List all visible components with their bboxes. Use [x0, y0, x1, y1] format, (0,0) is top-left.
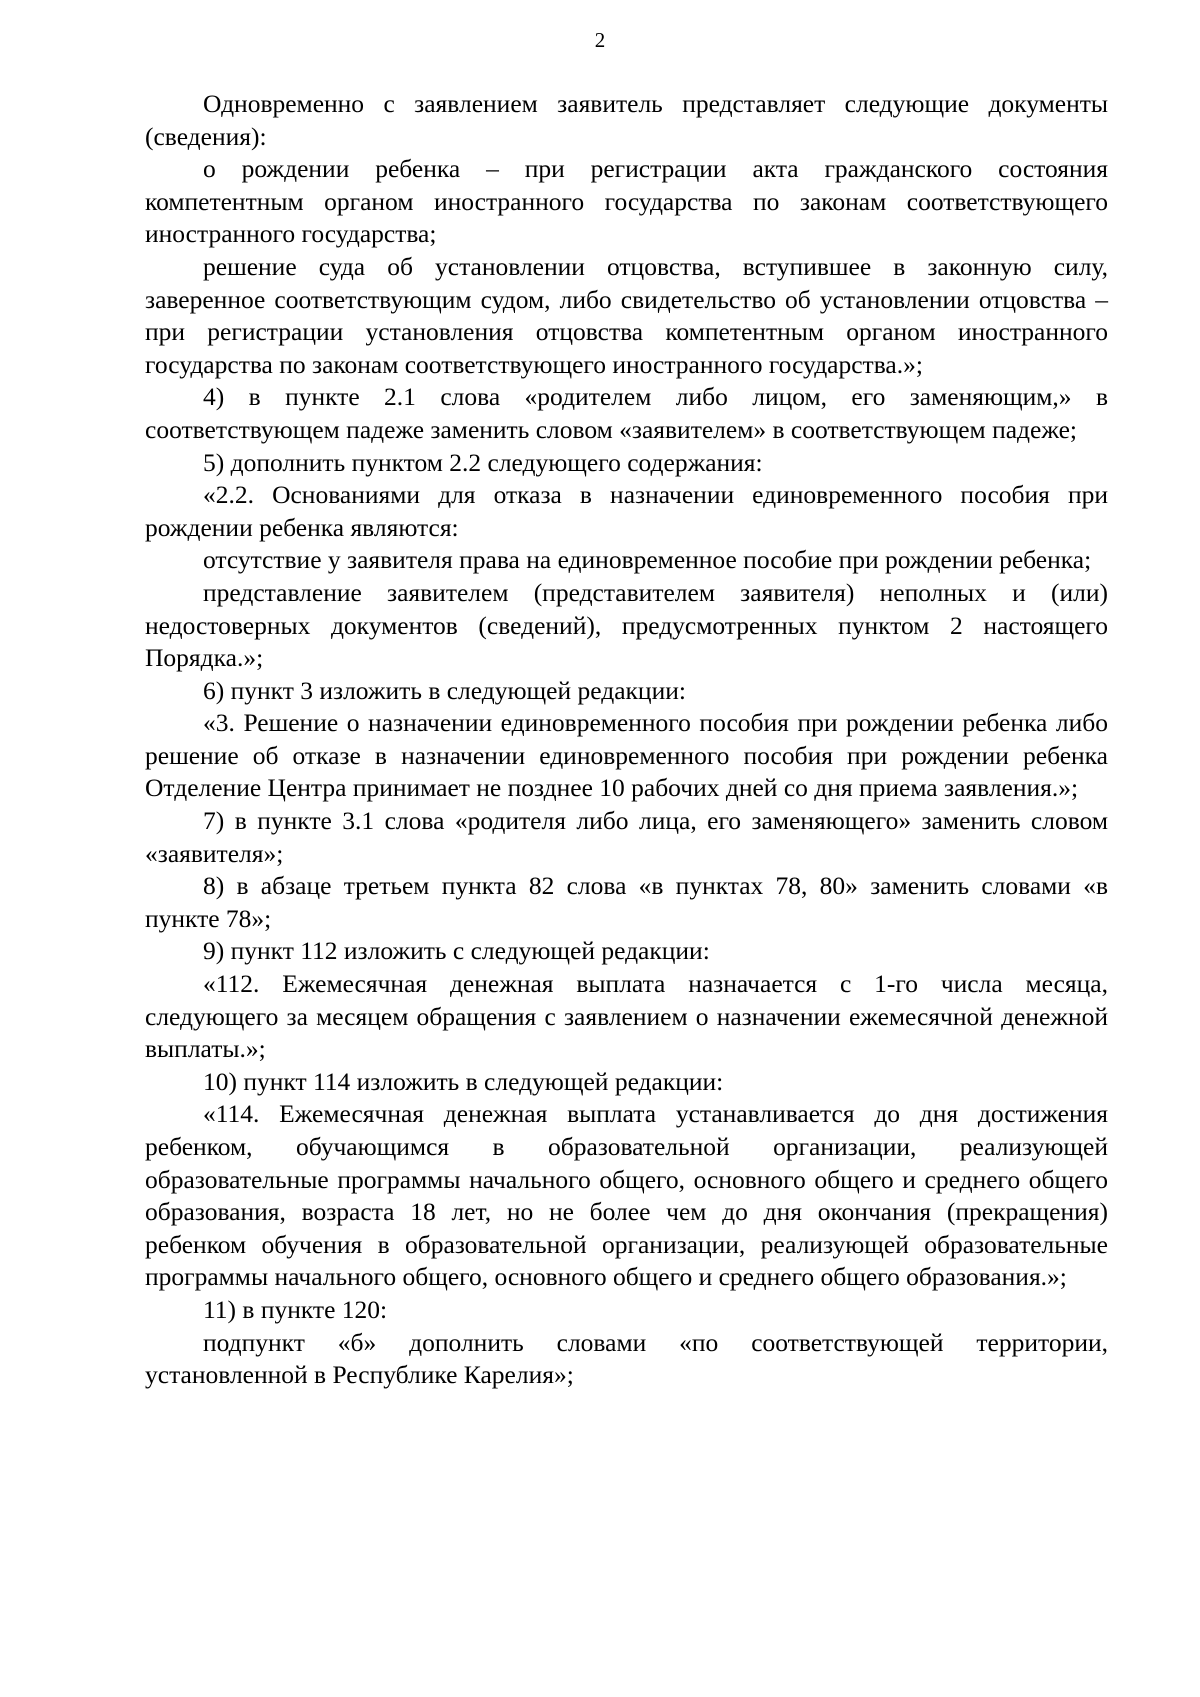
paragraph: 10) пункт 114 изложить в следующей редакции:	[203, 1066, 724, 1096]
paragraph: отсутствие у заявителя права на единовременное пособие при рождении ребенка;	[203, 545, 1092, 575]
paragraph: «3. Решение о назначении единовременного пособия при рождении ребенка либо решение об отказе в назначении единовременного пособия при рождении ребенка Отделение Центра принимает не позднее 10 рабочих дней со дня приема заявления.»;	[145, 708, 1108, 803]
paragraph: решение суда об установлении отцовства, вступившее в законную силу, заверенное соответствующим судом, либо свидетельство об установлении отцовства – при регистрации установления отцовства компетентным органом иностранного государства по законам соответствующего иностранного государства.»;	[145, 251, 1108, 379]
paragraph: представление заявителем (представителем заявителя) неполных и (или) недостоверных документов (сведений), предусмотренных пунктом 2 настоящего Порядка.»;	[145, 577, 1108, 673]
paragraph: 8) в абзаце третьем пункта 82 слова «в пунктах 78, 80» заменить словами «в пункте 78»;	[145, 871, 1108, 933]
document-body	[145, 88, 1108, 1392]
paragraph: о рождении ребенка – при регистрации акта гражданского состояния компетентным органом иностранного государства по законам соответствующего иностранного государства;	[145, 154, 1108, 249]
paragraph: «112. Ежемесячная денежная выплата назначается с 1-го числа месяца, следующего за месяцем обращения с заявлением о назначении ежемесячной денежной выплаты.»;	[145, 969, 1108, 1064]
paragraph: 6) пункт 3 изложить в следующей редакции:	[203, 675, 686, 705]
paragraph: «114. Ежемесячная денежная выплата устанавливается до дня достижения ребенком, обучающимся в образовательной организации, реализующей образовательные программы начального общего, основного общего и среднего общего образования, возраста 18 лет, но не более чем до дня окончания (прекращения) ребенком обучения в образовательной организации, реализующей образовательные программы начального общего, основного общего и среднего общего образования.»;	[145, 1099, 1108, 1292]
paragraph: 7) в пункте 3.1 слова «родителя либо лица, его заменяющего» заменить словом «заявителя»;	[145, 806, 1108, 868]
paragraph: 5) дополнить пунктом 2.2 следующего содержания:	[203, 447, 763, 477]
paragraph: 9) пункт 112 изложить с следующей редакции:	[203, 936, 710, 966]
paragraph: Одновременно с заявлением заявитель представляет следующие документы (сведения):	[145, 89, 1108, 151]
page-number: 2	[594, 28, 606, 52]
paragraph: «2.2. Основаниями для отказа в назначении единовременного пособия при рождении ребенка являются:	[145, 480, 1108, 542]
paragraph: 11) в пункте 120:	[203, 1294, 388, 1324]
paragraph: 4) в пункте 2.1 слова «родителем либо лицом, его заменяющим,» в соответствующем падеже заменить словом «заявителем» в соответствующем падеже;	[145, 382, 1108, 444]
paragraph: подпункт «б» дополнить словами «по соответствующей территории, установленной в Республике Карелия»;	[145, 1327, 1108, 1390]
